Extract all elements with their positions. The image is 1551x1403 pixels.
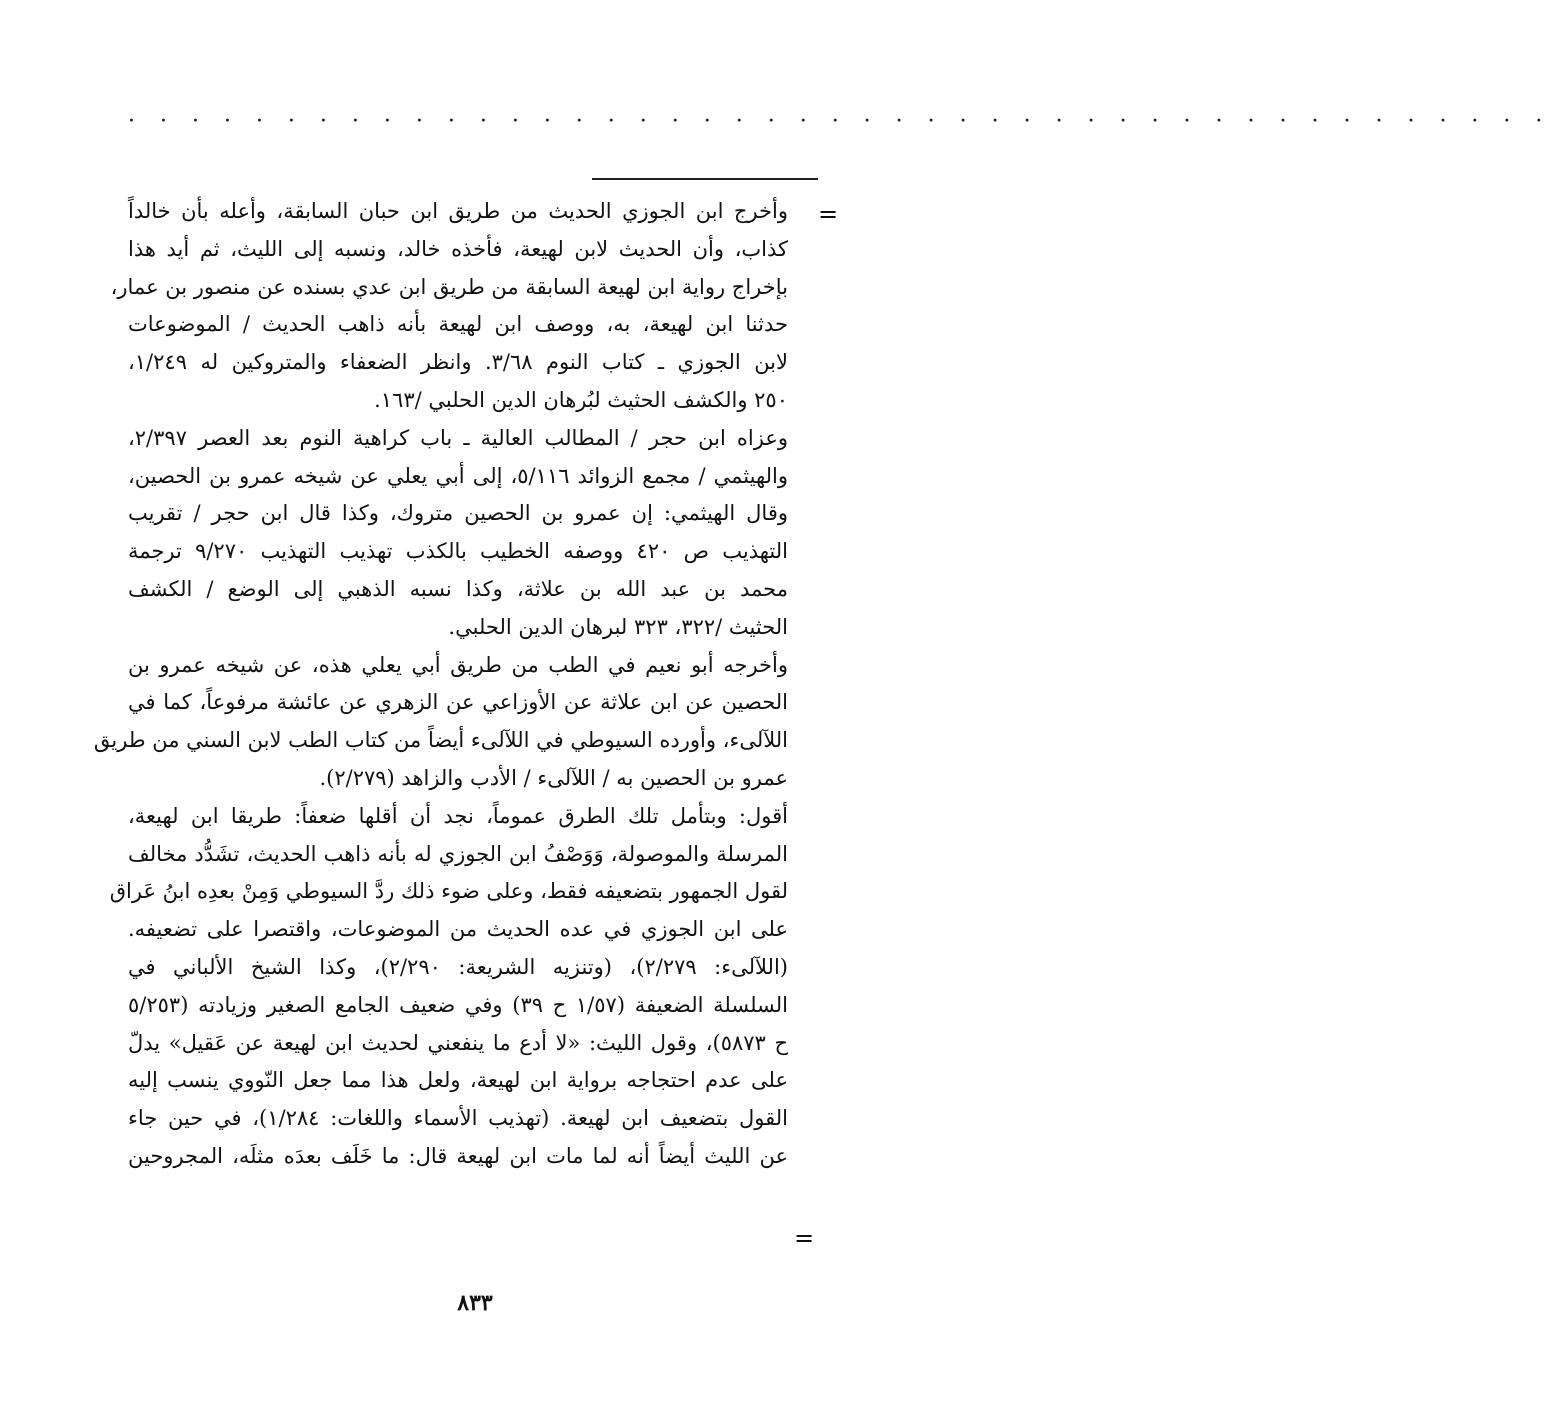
text-line-1: وأخرج ابن الجوزي الحديث من طريق ابن حبان السابقة، وأعله بأن خالداً <box>128 199 788 223</box>
continuation-marker-top: = <box>818 200 839 228</box>
text-line-10: التهذيب ص ٤٢٠ ووصفه الخطيب بالكذب تهذيب التهذيب ٩/٢٧٠ ترجمة <box>128 539 788 564</box>
text-line-20: على ابن الجوزي في عده الحديث من الموضوعات، واقتصرا على تضعيفه. <box>128 917 789 942</box>
text-line-12: الحثيث /٣٢٢، ٣٢٣ لبرهان الدين الحلبي. <box>448 614 788 639</box>
text-line-17: أقول: وبتأمل تلك الطرق عموماً، نجد أن أقلها ضعفاً: طريقا ابن لهيعة، <box>128 803 788 828</box>
footnote-body <box>93 193 789 1176</box>
top-dotted-separator: · · · · · · · · · · · · · · · · · · · · · · · · · · · · · · · · · · · · · · · · · · · · · <box>128 109 1551 134</box>
text-line-13: وأخرجه أبو نعيم في الطب من طريق أبي يعلي هذه، عن شيخه عمرو بن <box>128 652 788 677</box>
text-line-6: ٢٥٠ والكشف الحثيث لبُرهان الدين الحلبي /١٦٣. <box>374 387 788 412</box>
text-line-19: لقول الجمهور بتضعيفه فقط، وعلى ضوء ذلك ردَّ السيوطي وَمِنْ بعدِه ابنُ عَراق <box>109 879 788 904</box>
text-line-7: وعزاه ابن حجر / المطالب العالية ـ باب كراهية النوم بعد العصر ٢/٣٩٧، <box>128 425 788 450</box>
text-line-8: والهيثمي / مجمع الزوائد ٥/١١٦، إلى أبي يعلي عن شيخه عمرو بن الحصين، <box>128 463 788 488</box>
page-number: ٨٣٣ <box>457 1290 493 1316</box>
text-line-23: ح ٥٨٧٣)، وقول الليث: «لا أدع ما ينفعني لحديث ابن لهيعة عن عَقيل» يدلّ <box>128 1030 789 1055</box>
footnote-rule <box>592 178 818 180</box>
text-line-24: على عدم احتجاجه برواية ابن لهيعة، ولعل هذا مما جعل النّووي ينسب إليه <box>128 1068 788 1093</box>
text-line-14: الحصين عن ابن علاثة عن الأوزاعي عن الزهري عن عائشة مرفوعاً، كما في <box>128 690 788 715</box>
text-line-18: المرسلة والموصولة، وَوَصْفُ ابن الجوزي له بأنه ذاهب الحديث، تشَدُّد مخالف <box>128 841 788 866</box>
text-line-3: بإخراج رواية ابن لهيعة السابقة من طريق ابن عدي بسنده عن منصور بن عمار، <box>110 274 788 299</box>
text-line-4: حدثنا ابن لهيعة، به، ووصف ابن لهيعة بأنه ذاهب الحديث / الموضوعات <box>128 312 788 337</box>
text-line-2: كذاب، وأن الحديث لابن لهيعة، فأخذه خالد، ونسبه إلى الليث، ثم أيد هذا <box>128 236 788 261</box>
text-line-22: السلسلة الضعيفة (١/٥٧ ح ٣٩) وفي ضعيف الجامع الصغير وزيادته (٥/٢٥٣ <box>128 992 789 1017</box>
text-line-25: القول بتضعيف ابن لهيعة. (تهذيب الأسماء واللغات: ١/٢٨٤)، في حين جاء <box>128 1106 788 1131</box>
text-line-9: وقال الهيثمي: إن عمرو بن الحصين متروك، وكذا قال ابن حجر / تقريب <box>128 501 788 526</box>
text-line-16: عمرو بن الحصين به / اللآلىء / الأدب والزاهد (٢/٢٧٩). <box>319 765 788 790</box>
text-line-26: عن الليث أيضاً أنه لما مات ابن لهيعة قال: ما خَلَف بعدَه مثلَه، المجروحين <box>128 1143 788 1168</box>
text-line-15: اللآلىء، وأورده السيوطي في اللآلىء أيضاً من كتاب الطب لابن السني من طريق <box>93 728 788 753</box>
text-line-5: لابن الجوزي ـ كتاب النوم ٣/٦٨. وانظر الضعفاء والمتروكين له ١/٢٤٩، <box>128 350 788 375</box>
text-line-11: محمد بن عبد الله بن علاثة، وكذا نسبه الذهبي إلى الوضع / الكشف <box>128 576 788 601</box>
continuation-marker-bottom: = <box>794 1224 815 1252</box>
text-line-21: (اللآلىء: ٢/٢٧٩)، (وتنزيه الشريعة: ٢/٢٩٠)، وكذا الشيخ الألباني في <box>128 954 788 979</box>
